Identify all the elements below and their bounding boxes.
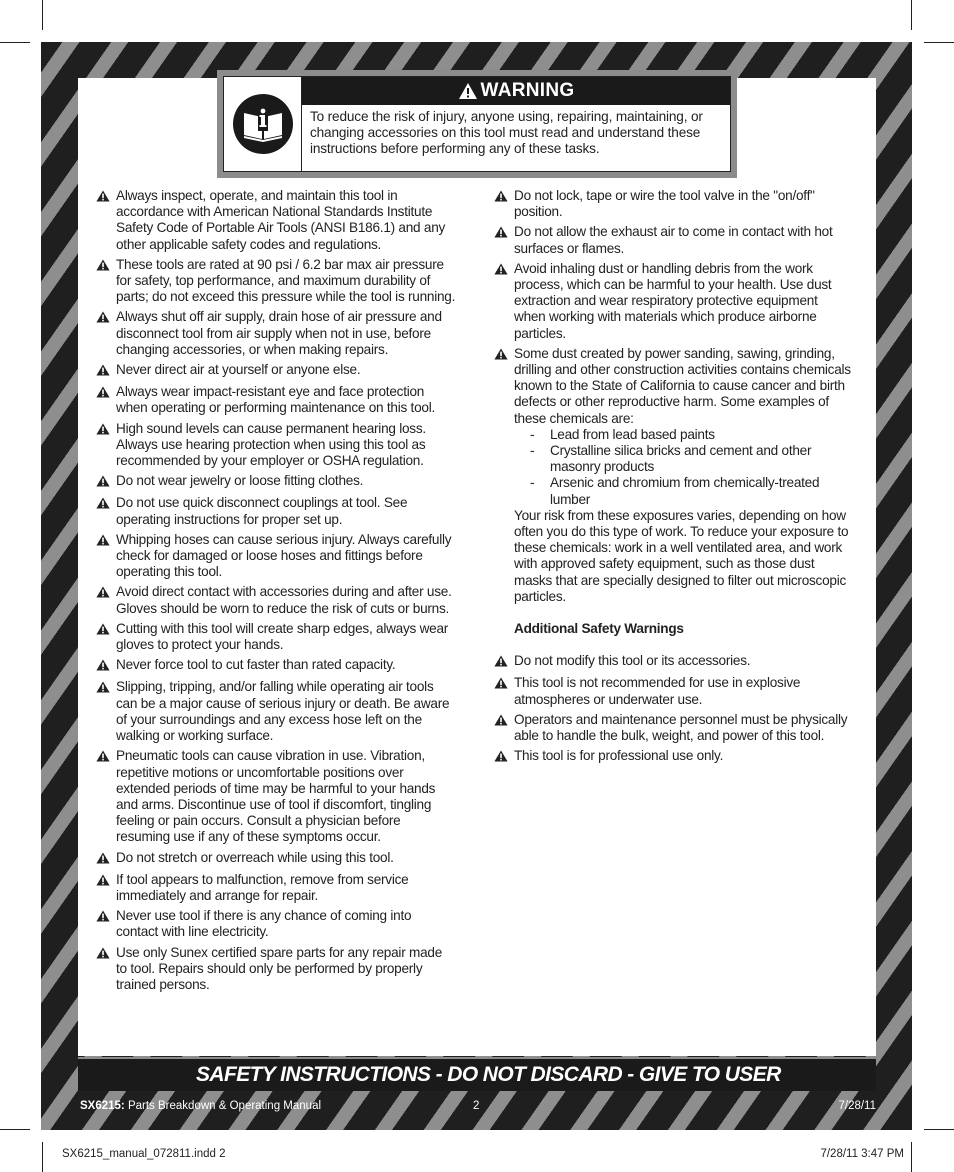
warning-title: WARNING <box>480 80 575 101</box>
warning-box-inner <box>223 76 731 172</box>
footer-page-number: 2 <box>473 1100 480 1112</box>
left-column <box>96 188 456 997</box>
footer-date: 7/28/11 <box>838 1100 876 1112</box>
safety-item-text: Never force tool to cut faster than rated capacity. <box>116 657 396 673</box>
safety-item <box>96 257 456 306</box>
safety-item <box>96 188 456 253</box>
warning-triangle-icon <box>96 362 116 380</box>
safety-item-text: Do not stretch or overreach while using this tool. <box>116 849 394 865</box>
list-dash: - <box>530 475 535 491</box>
safety-item <box>96 945 456 994</box>
safety-item <box>96 872 456 904</box>
warning-triangle-icon <box>96 421 116 470</box>
safety-item <box>494 188 852 220</box>
safety-item <box>96 748 456 845</box>
safety-item-text: High sound levels can cause permanent hearing loss. Always use hearing protection when using this tool as recommended by your employer or OSHA regulation. <box>116 420 426 469</box>
safety-item-text: Slipping, tripping, and/or falling while operating air tools can be a major cause of serious injury or death. Be aware of your surroundings and any excess hose left on the walking or working surface. <box>116 679 450 744</box>
warning-triangle-icon <box>96 384 116 416</box>
slug-timestamp: 7/28/11 3:47 PM <box>820 1148 904 1160</box>
crop-mark <box>0 1129 30 1130</box>
warning-triangle-icon <box>96 945 116 994</box>
safety-item-text: Never direct air at yourself or anyone else. <box>116 362 361 378</box>
banner-text: SAFETY INSTRUCTIONS - DO NOT DISCARD - GIVE TO USER <box>196 1063 781 1086</box>
crop-mark <box>42 1142 43 1172</box>
safety-item <box>96 532 456 581</box>
safety-item-text: If tool appears to malfunction, remove from service immediately and arrange for repair. <box>116 871 409 903</box>
read-manual-icon <box>232 93 294 155</box>
safety-item-text: Always shut off air supply, drain hose of air pressure and disconnect tool from air supply when not in use, before changing accessories, or when making repairs. <box>116 309 442 357</box>
list-dash: - <box>530 426 535 442</box>
safety-item <box>494 261 852 342</box>
chemical-list-text: Arsenic and chromium from chemically-treated lumber <box>550 475 820 507</box>
chemical-list-item <box>514 443 852 475</box>
footer-manual: Parts Breakdown & Operating Manual <box>127 1100 322 1112</box>
safety-item-text: Always inspect, operate, and maintain this tool in accordance with American National Standards Institute Safety Code of Portable Air Tools (ANSI B186.1) and any other applicable safety codes and regulations. <box>116 188 446 252</box>
safety-item <box>494 748 852 766</box>
safety-item-text: Some dust created by power sanding, sawing, grinding, drilling and other construction activities contains chemicals known to the State of California to cause cancer and birth defects or other reproductive harm. Some examples of these chemicals are: <box>514 345 851 426</box>
safety-item <box>96 908 456 940</box>
warning-triangle-icon <box>96 309 116 358</box>
crop-mark <box>0 42 30 43</box>
warning-triangle-icon <box>96 872 116 904</box>
crop-mark <box>42 0 43 30</box>
warning-box <box>217 70 737 178</box>
list-dash: - <box>530 443 535 459</box>
safety-item <box>494 653 852 671</box>
safety-item-text: Avoid inhaling dust or handling debris from the work process, which can be harmful to your health. Use dust extraction and wear respiratory protective equipment when working with materials which produce airborne particles. <box>514 260 832 341</box>
safety-item-text: These tools are rated at 90 psi / 6.2 bar max air pressure for safety, top performance, and maximum durability of parts; do not exceed this pressure while the tool is running. <box>116 256 456 305</box>
safety-item <box>96 384 456 416</box>
safety-item <box>96 309 456 358</box>
safety-item <box>494 675 852 707</box>
safety-item-text: Do not modify this tool or its accessories. <box>514 653 751 669</box>
safety-item <box>494 346 852 427</box>
warning-triangle-icon <box>96 908 116 940</box>
safety-item-text: Cutting with this tool will create sharp edges, always wear gloves to protect your hands. <box>116 620 449 653</box>
warning-triangle-icon <box>96 621 116 653</box>
safety-item-text: Never use tool if there is any chance of coming into contact with line electricity. <box>116 908 412 940</box>
warning-triangle-icon <box>96 679 116 744</box>
safety-item <box>96 421 456 470</box>
safety-item <box>96 657 456 675</box>
safety-item-text: Always wear impact-resistant eye and face protection when operating or performing maintenance on this tool. <box>116 384 435 416</box>
warning-triangle-icon <box>494 261 514 342</box>
safety-item <box>96 679 456 744</box>
safety-item-text: Do not allow the exhaust air to come in contact with hot surfaces or flames. <box>514 224 833 256</box>
warning-icon-cell <box>224 77 302 171</box>
slug-file: SX6215_manual_072811.indd 2 <box>62 1148 226 1160</box>
warning-triangle-icon <box>96 584 116 616</box>
warning-triangle-icon <box>494 346 514 427</box>
safety-item <box>96 621 456 653</box>
safety-item <box>96 850 456 868</box>
warning-triangle-icon <box>494 188 514 220</box>
warning-triangle-icon <box>96 657 116 675</box>
chemical-list-item <box>514 475 852 507</box>
crop-mark <box>924 42 954 43</box>
footer-model: SX6215: <box>80 1100 125 1112</box>
chemical-list <box>494 427 852 508</box>
warning-triangle-icon <box>494 224 514 256</box>
safety-item <box>96 473 456 491</box>
warning-triangle-icon <box>494 748 514 766</box>
additional-heading: Additional Safety Warnings <box>514 621 684 637</box>
warning-triangle-icon <box>96 473 116 491</box>
chemical-list-text: Crystalline silica bricks and cement and other masonry products <box>550 443 812 475</box>
safety-item-text: Operators and maintenance personnel must be physically able to handle the bulk, weight, and power of this tool. <box>514 711 848 744</box>
crop-mark <box>911 0 912 30</box>
safety-item-text: Use only Sunex certified spare parts for any repair made to tool. Repairs should only be performed by properly trained persons. <box>116 944 443 992</box>
right-column <box>494 188 852 771</box>
warning-text: To reduce the risk of injury, anyone using, repairing, maintaining, or changing accessories on this tool must read and understand these instructions before performing any of these tasks. <box>310 109 703 156</box>
safety-item-text: Avoid direct contact with accessories during and after use. Gloves should be worn to reduce the risk of cuts or burns. <box>116 584 452 616</box>
risk-paragraph: Your risk from these exposures varies, depending on how often you do this type of work. To reduce your exposure to these chemicals: work in a well ventilated area, and work with approved safety equipment, such as those dust masks that are specially designed to filter out microscopic particles. <box>514 507 849 604</box>
warning-triangle-icon <box>96 850 116 868</box>
warning-triangle-icon <box>494 675 514 707</box>
safety-item-text: Whipping hoses can cause serious injury. Always carefully check for damaged or loose hoses and fittings before operating this tool. <box>116 531 452 580</box>
warning-triangle-icon <box>96 532 116 581</box>
warning-triangle-icon <box>494 653 514 671</box>
safety-item <box>96 362 456 380</box>
crop-mark <box>911 1142 912 1172</box>
safety-item-text: Do not lock, tape or wire the tool valve in the "on/off" position. <box>514 188 815 220</box>
chemical-list-item <box>514 427 852 443</box>
warning-header <box>302 77 730 105</box>
safety-banner <box>78 1057 876 1091</box>
safety-item <box>96 495 456 527</box>
safety-item <box>494 224 852 256</box>
warning-triangle-icon <box>96 495 116 527</box>
warning-triangle-icon <box>96 188 116 253</box>
safety-item-text: This tool is for professional use only. <box>514 748 724 764</box>
safety-item-text: Pneumatic tools can cause vibration in use. Vibration, repetitive motions or uncomfortable positions over extended periods of time may be harmful to your hands and arms. Discontinue use of tool if discomfort, tingling feeling or pain occurs. Consult a physician before resuming use if any of these symptoms occur. <box>116 748 436 845</box>
crop-mark <box>924 1129 954 1130</box>
warning-triangle-icon <box>96 257 116 306</box>
warning-body <box>302 77 730 171</box>
safety-item-text: Do not use quick disconnect couplings at tool. See operating instructions for proper set up. <box>116 495 408 527</box>
footer-left <box>80 1100 321 1112</box>
safety-item <box>96 584 456 616</box>
warning-triangle-icon <box>458 82 478 100</box>
warning-triangle-icon <box>96 748 116 845</box>
safety-item-text: Do not wear jewelry or loose fitting clothes. <box>116 473 364 489</box>
warning-triangle-icon <box>494 712 514 744</box>
page-footer <box>80 1100 876 1112</box>
chemical-list-text: Lead from lead based paints <box>550 426 715 442</box>
safety-item <box>494 712 852 744</box>
safety-item-text: This tool is not recommended for use in explosive atmospheres or underwater use. <box>514 675 801 707</box>
